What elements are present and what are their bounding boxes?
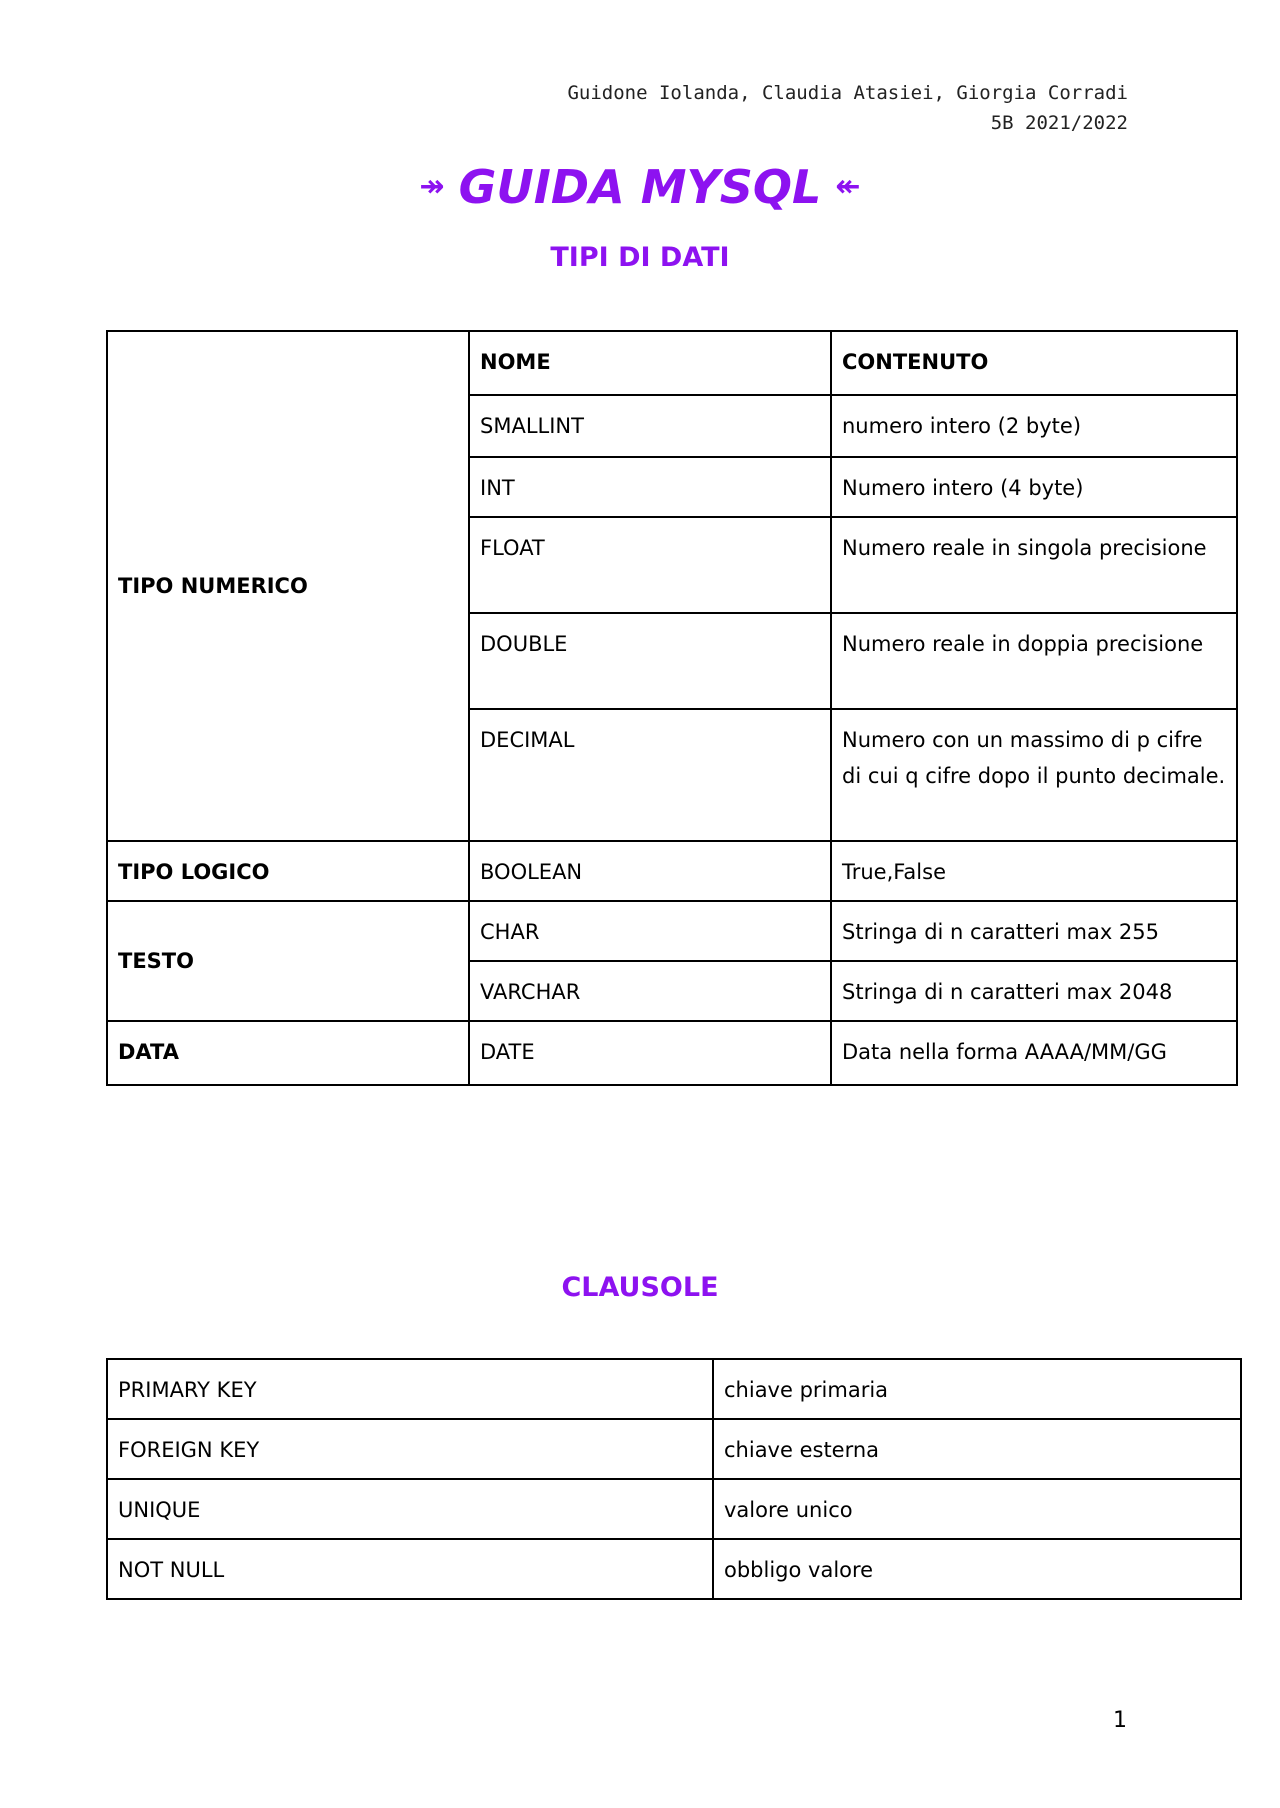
type-content-cell: Numero intero (4 byte): [831, 457, 1237, 517]
category-cell: TIPO NUMERICO: [107, 331, 469, 841]
page-number: 1: [1113, 1708, 1127, 1733]
type-name-cell: DATE: [469, 1021, 831, 1085]
clause-meaning-cell: obbligo valore: [713, 1539, 1241, 1599]
column-header-name: NOME: [469, 331, 831, 395]
data-types-table: [106, 330, 1238, 1086]
table-row: [107, 1419, 1241, 1479]
table-row: [107, 1359, 1241, 1419]
table-row: [107, 1021, 1237, 1085]
type-content-cell: Numero reale in singola precisione: [831, 517, 1237, 613]
table-row: [107, 841, 1237, 901]
left-double-arrow-icon: ↞: [835, 169, 861, 204]
clause-name-cell: NOT NULL: [107, 1539, 713, 1599]
type-name-cell: SMALLINT: [469, 395, 831, 457]
type-name-cell: CHAR: [469, 901, 831, 961]
clauses-table: [106, 1358, 1242, 1600]
page-title: [0, 160, 1280, 214]
type-content-cell: numero intero (2 byte): [831, 395, 1237, 457]
table-row: [107, 1479, 1241, 1539]
table-header-row: [107, 331, 1237, 395]
right-double-arrow-icon: ↠: [419, 169, 445, 204]
table-row: [107, 1539, 1241, 1599]
authors-header: [567, 78, 1128, 138]
category-cell: TIPO LOGICO: [107, 841, 469, 901]
type-name-cell: BOOLEAN: [469, 841, 831, 901]
type-content-cell: True,False: [831, 841, 1237, 901]
type-content-cell: Numero con un massimo di p cifre di cui q cifre dopo il punto decimale.: [831, 709, 1237, 841]
clause-meaning-cell: chiave esterna: [713, 1419, 1241, 1479]
clause-name-cell: FOREIGN KEY: [107, 1419, 713, 1479]
column-header-content: CONTENUTO: [831, 331, 1237, 395]
clause-meaning-cell: chiave primaria: [713, 1359, 1241, 1419]
authors-line: Guidone Iolanda, Claudia Atasiei, Giorgia Corradi: [567, 82, 1128, 104]
type-content-cell: Stringa di n caratteri max 255: [831, 901, 1237, 961]
category-cell: DATA: [107, 1021, 469, 1085]
type-name-cell: DECIMAL: [469, 709, 831, 841]
type-content-cell: Data nella forma AAAA/MM/GG: [831, 1021, 1237, 1085]
clause-name-cell: UNIQUE: [107, 1479, 713, 1539]
clause-meaning-cell: valore unico: [713, 1479, 1241, 1539]
page-title-text: GUIDA MYSQL: [458, 160, 822, 214]
type-content-cell: Numero reale in doppia precisione: [831, 613, 1237, 709]
type-name-cell: FLOAT: [469, 517, 831, 613]
table-row: [107, 901, 1237, 961]
type-name-cell: VARCHAR: [469, 961, 831, 1021]
type-content-cell: Stringa di n caratteri max 2048: [831, 961, 1237, 1021]
class-year-line: 5B 2021/2022: [990, 112, 1128, 134]
clause-name-cell: PRIMARY KEY: [107, 1359, 713, 1419]
type-name-cell: INT: [469, 457, 831, 517]
category-cell: TESTO: [107, 901, 469, 1021]
type-name-cell: DOUBLE: [469, 613, 831, 709]
data-types-heading: TIPI DI DATI: [550, 242, 730, 273]
clauses-heading: CLAUSOLE: [561, 1272, 719, 1303]
